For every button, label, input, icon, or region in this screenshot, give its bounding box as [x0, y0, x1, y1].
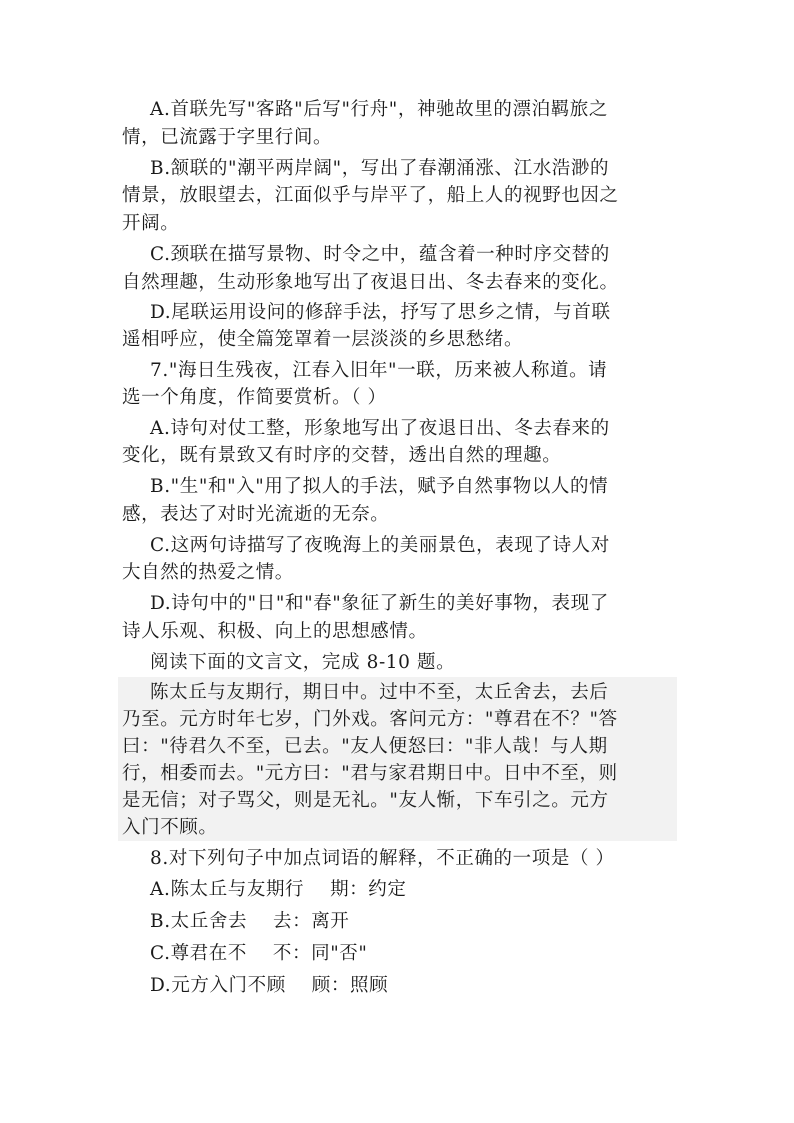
q7-option-c-line-2: 大自然的热爱之情。	[122, 562, 294, 583]
q7-option-a-line-2: 变化，既有景致又有时序的交替，透出自然的理趣。	[122, 445, 562, 466]
q7-option-b-line-2: 感，表达了对时光流逝的无奈。	[122, 504, 390, 525]
q7-option-d-line-2: 诗人乐观、积极、向上的思想感情。	[122, 621, 428, 642]
q8-option-d: D.元方入门不顾 顾：照顾	[150, 975, 389, 996]
q6-option-b-line-1: B.颔联的"潮平两岸阔"，写出了春潮涌涨、江水浩渺的	[150, 158, 610, 179]
passage-line-5: 是无信；对子骂父，则是无礼。"友人惭，下车引之。元方	[122, 790, 609, 811]
q6-option-a-line-2: 情，已流露于字里行间。	[122, 127, 333, 148]
q7-option-c-line-1: C.这两句诗描写了夜晚海上的美丽景色，表现了诗人对	[150, 535, 610, 556]
q7-stem-line-1: 7."海日生残夜，江春入旧年"一联，历来被人称道。请	[150, 360, 608, 381]
q7-option-d-line-1: D.诗句中的"日"和"春"象征了新生的美好事物，表现了	[150, 593, 609, 614]
q6-option-b-line-2: 情景，放眼望去，江面似乎与岸平了，船上人的视野也因之	[122, 185, 619, 206]
q6-option-b-line-3: 开阔。	[122, 213, 180, 234]
passage-line-1: 陈太丘与友期行，期日中。过中不至，太丘舍去，去后	[150, 682, 609, 703]
q6-option-c-line-1: C.颈联在描写景物、时令之中，蕴含着一种时序交替的	[150, 244, 610, 265]
q8-stem: 8.对下列句子中加点词语的解释，不正确的一项是（ ）	[150, 848, 615, 869]
q6-option-d-line-1: D.尾联运用设问的修辞手法，抒写了思乡之情，与首联	[150, 302, 611, 323]
q6-option-c-line-2: 自然理趣，生动形象地写出了夜退日出、冬去春来的变化。	[122, 272, 619, 293]
passage-line-4: 行，相委而去。"元方曰："君与家君期日中。日中不至，则	[122, 763, 618, 784]
q8-option-c: C.尊君在不 不：同"否"	[150, 943, 368, 964]
q6-option-a-line-1: A.首联先写"客路"后写"行舟"，神驰故里的漂泊羁旅之	[150, 99, 608, 120]
q8-option-a: A.陈太丘与友期行 期：约定	[150, 879, 407, 900]
q7-stem-line-2: 选一个角度，作简要赏析。（ ）	[122, 387, 387, 408]
q8-option-b: B.太丘舍去 去：离开	[150, 911, 350, 932]
passage-line-6: 入门不顾。	[122, 817, 218, 838]
q7-option-a-line-1: A.诗句对仗工整，形象地写出了夜退日出、冬去春来的	[150, 418, 610, 439]
q6-option-d-line-2: 遥相呼应，使全篇笼罩着一层淡淡的乡思愁绪。	[122, 329, 524, 350]
reading-instruction: 阅读下面的文言文，完成 8-10 题。	[150, 652, 456, 673]
passage-line-3: 曰："待君久不至，已去。"友人便怒曰："非人哉！与人期	[122, 736, 608, 757]
q7-option-b-line-1: B."生"和"入"用了拟人的手法，赋予自然事物以人的情	[150, 476, 609, 497]
passage-line-2: 乃至。元方时年七岁，门外戏。客问元方："尊君在不？"答	[122, 709, 618, 730]
